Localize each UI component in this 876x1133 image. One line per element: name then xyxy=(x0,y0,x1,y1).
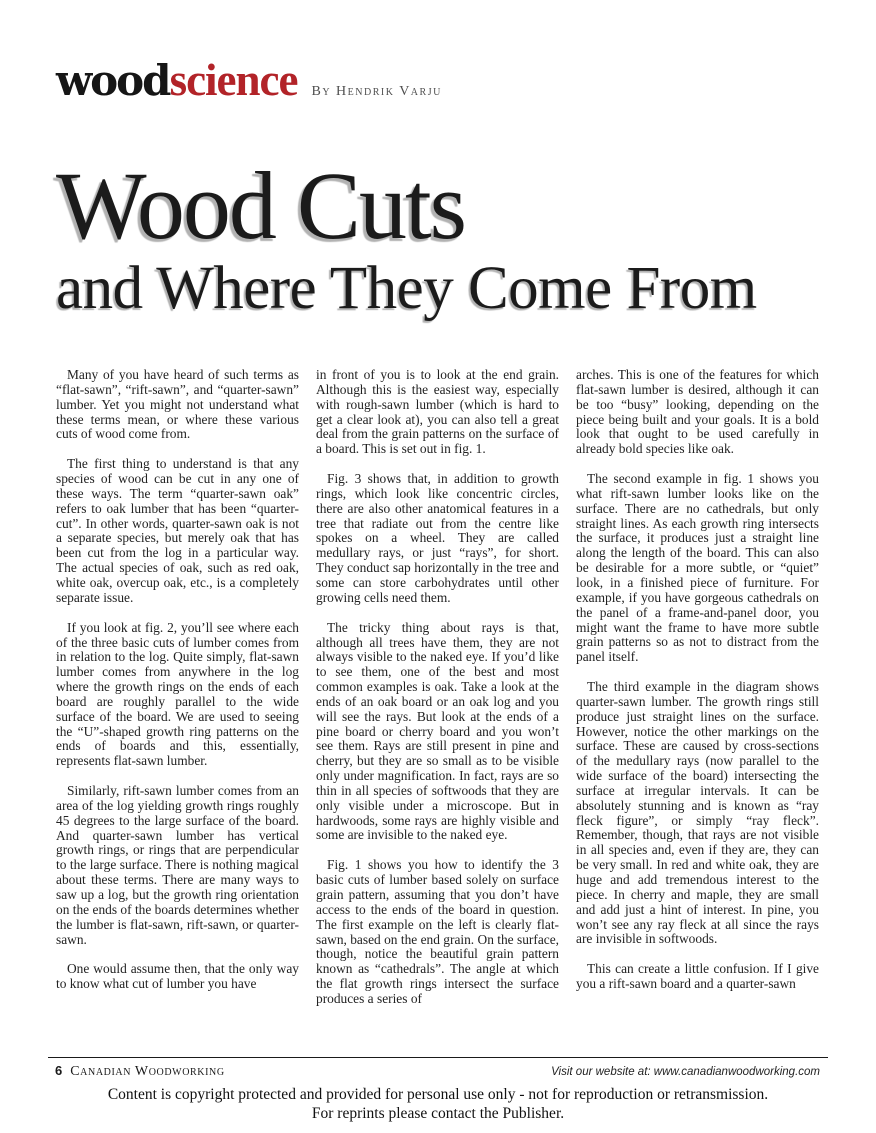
website-note: Visit our website at: www.canadianwoodworking.com xyxy=(551,1066,820,1078)
masthead-brand-wood: wood xyxy=(56,56,170,105)
paragraph: Fig. 3 shows that, in addition to growth rings, which look like concentric circles, there are also other anatomical features in a tree that radiate out from the centre like spokes on a wheel. They are called medullary rays, or just “rays”, for short. They conduct sap horizontally in the tree and some can store carbohydrates until other growing cells need them. xyxy=(316,471,559,605)
paragraph: The tricky thing about rays is that, although all trees have them, they are not always visible to the naked eye. If you’d like to see them, one of the best and most common examples is oak. Take a look at the ends of an oak board or an oak log and you will see the rays. But look at the ends of a pine board or cherry board and you won’t see them. Rays are still present in pine and cherry, but they are so small as to be visible only under magnification. In fact, rays are so thin in all species of softwoods that they are only visible under a microscope. But in hardwoods, some rays are highly visible and some are invisible to the naked eye. xyxy=(316,619,559,843)
article-body xyxy=(56,368,819,1022)
paragraph: Fig. 1 shows you how to identify the 3 basic cuts of lumber based solely on surface grain pattern, assuming that you don’t have access to the ends of the board in question. The first example on the left is clearly flat-sawn, based on the end grain. On the surface, though, notice the beautiful grain pattern known as “cathedrals”. The angle at which the flat growth rings intersect the surface produces a series of xyxy=(316,857,559,1006)
paragraph: This can create a little confusion. If I give you a rift-sawn board and a quarter-sawn xyxy=(576,961,819,992)
paragraph: The second example in fig. 1 shows you what rift-sawn lumber looks like on the surface. There are no cathedrals, but only straight lines. As each growth ring intersects the surface, it produces just a straight line along the length of the board. This can also be desirable for a more subtle, or “quiet” look, in a finished piece of furniture. For example, if you have gorgeous cathedrals on the panel of a frame-and-panel door, you might want the frame to have more subtle grain patterns so as not to distract from the panel itself. xyxy=(576,471,819,665)
article-column-1 xyxy=(56,368,299,1022)
copyright-notice xyxy=(0,1086,876,1123)
footer-bar xyxy=(55,1062,820,1080)
copyright-line-1: Content is copyright protected and provided for personal use only - not for reproduction or retransmission. xyxy=(107,1086,769,1103)
paragraph: One would assume then, that the only way to know what cut of lumber you have xyxy=(56,961,299,992)
footer-page-info xyxy=(55,1062,225,1080)
paragraph: in front of you is to look at the end grain. Although this is the easiest way, especially with rough-sawn lumber (which is hard to get a clear look at), you can also tell a great deal from the grain patterns on the surface of a board. This is set out in fig. 1. xyxy=(316,367,559,457)
byline: By Hendrik Varju xyxy=(311,84,442,99)
article-title-line1: Wood Cuts xyxy=(56,152,465,259)
article-column-3 xyxy=(576,368,819,1022)
masthead xyxy=(56,54,819,106)
article-column-2 xyxy=(316,368,559,1022)
page-number: 6 xyxy=(55,1063,63,1078)
masthead-brand-science: science xyxy=(169,55,298,105)
paragraph: Similarly, rift-sawn lumber comes from an area of the log yielding growth rings roughly 45 degrees to the large surface of the board. And quarter-sawn lumber has vertical growth rings, or rings that are perpendicular to the large surface. There is nothing magical about these terms. There are many ways to saw up a log, but the growth ring orientation on the ends of the boards determines whether the lumber is flat-sawn, rift-sawn, or quarter-sawn. xyxy=(56,783,299,947)
paragraph: arches. This is one of the features for which flat-sawn lumber is desired, although it can be too “busy” looking, depending on the piece being built and your goals. It is a bold look that ought to be used carefully in already bold species like oak. xyxy=(576,367,819,457)
paragraph: The third example in the diagram shows quarter-sawn lumber. The growth rings still produce just straight lines on the surface. However, notice the other markings on the surface. These are caused by cross-sections of the medullary rays (now parallel to the wide surface of the board) intersecting the surface at irregular intervals. It can be absolutely stunning and is known as “ray fleck figure”, or simply “ray fleck”. Remember, though, that rays are not visible in all species and, even if they are, they can be very small. In red and white oak, they are huge and add tremendous interest to the piece. In cherry and maple, they are small and add just a hint of interest. In pine, you won’t see any ray fleck at all since the rays are invisible in softwoods. xyxy=(576,679,819,947)
magazine-name: Canadian Woodworking xyxy=(70,1064,225,1079)
copyright-line-2: For reprints please contact the Publisher. xyxy=(311,1104,565,1122)
article-title-line2: and Where They Come From xyxy=(56,255,757,322)
paragraph: If you look at fig. 2, you’ll see where each of the three basic cuts of lumber comes from in relation to the log. Quite simply, flat-sawn lumber comes from anywhere in the log where the growth rings on the ends of each board are roughly parallel to the wide surface of the board. We are used to seeing the “U”-shaped growth ring patterns on the ends of boards and this, essentially, represents flat-sawn lumber. xyxy=(56,619,299,769)
paragraph: The first thing to understand is that any species of wood can be cut in any one of these ways. The term “quarter-sawn oak” refers to oak lumber that has been “quarter-cut”. In other words, quarter-sawn oak is not a separate species, but merely oak that has been cut from the log in a particular way. The actual species of oak, such as red oak, white oak, overcup oak, etc., is a completely separate issue. xyxy=(56,456,299,605)
article-title-block xyxy=(56,152,819,322)
paragraph: Many of you have heard of such terms as “flat-sawn”, “rift-sawn”, and “quarter-sawn” lumber. Yet you might not understand what these terms mean, or where these various cuts of wood come from. xyxy=(56,367,299,442)
footer-divider xyxy=(48,1057,828,1058)
